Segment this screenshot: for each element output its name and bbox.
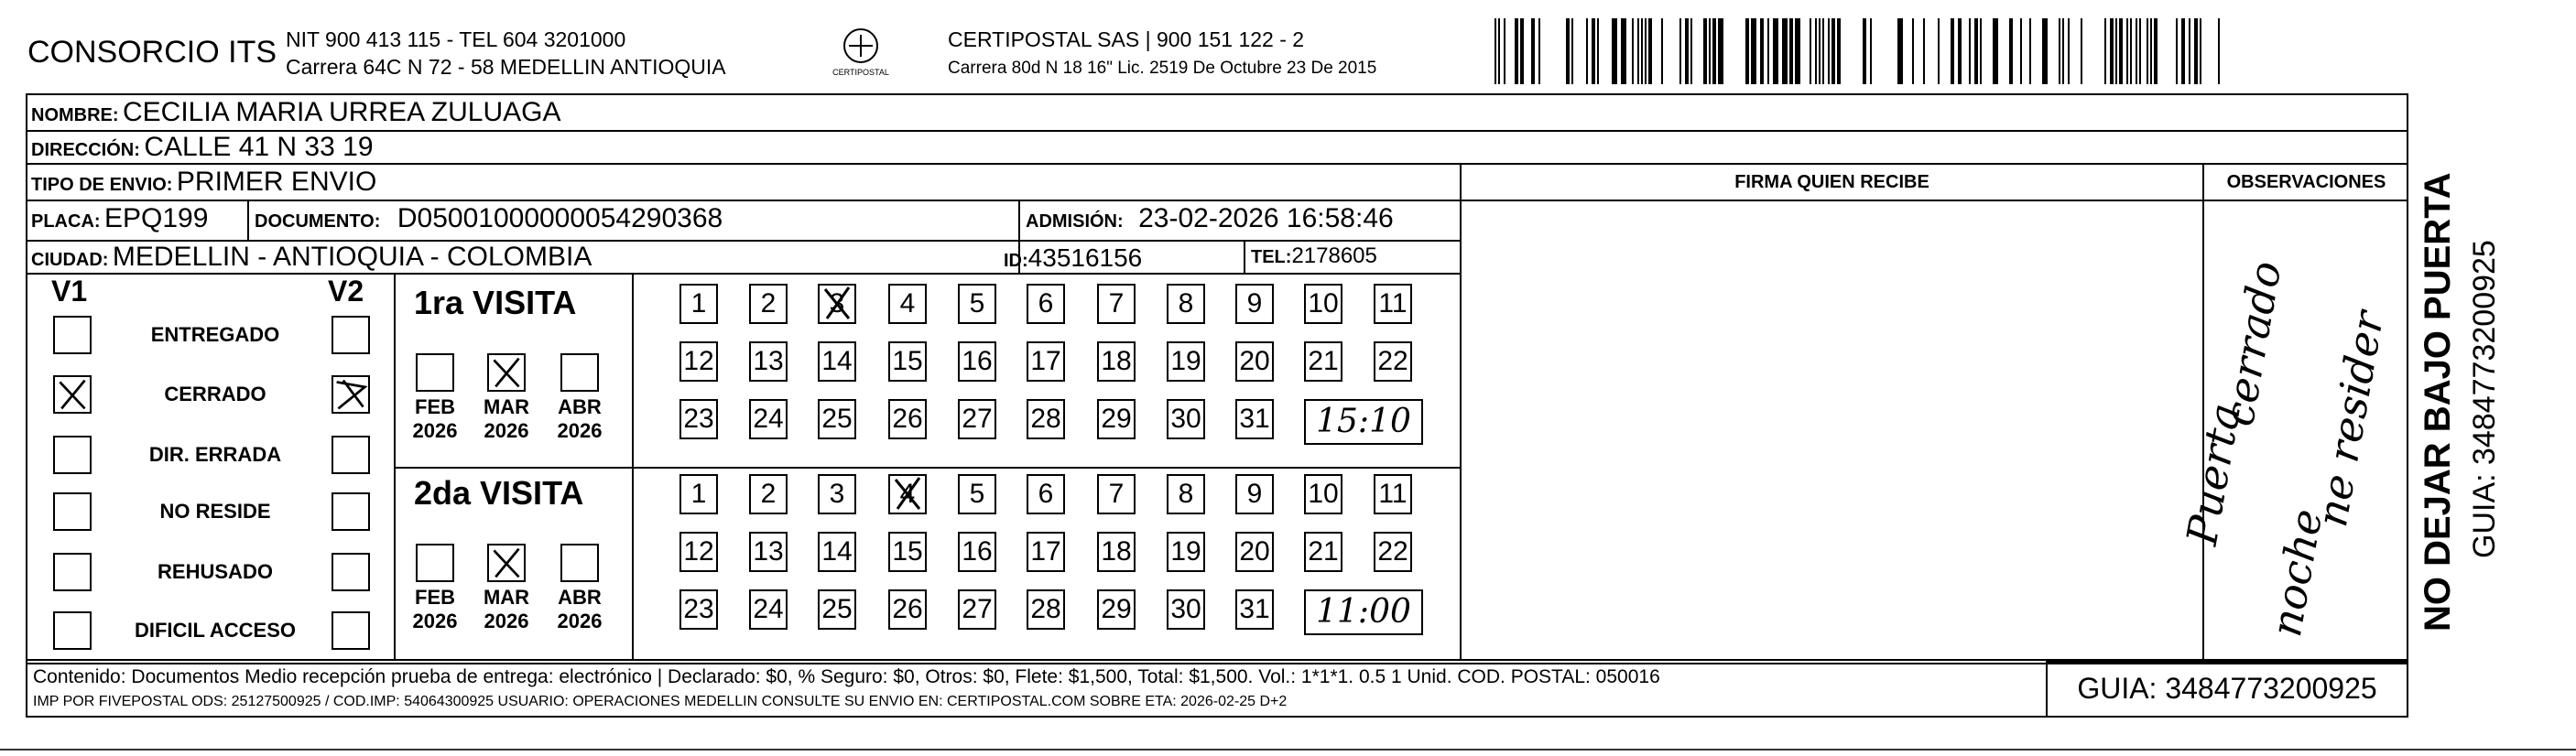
day-box[interactable]: 9 xyxy=(1235,474,1274,514)
month-checkbox[interactable] xyxy=(560,353,599,392)
status-label: ENTREGADO xyxy=(150,323,280,346)
observaciones-note-4: ne resider xyxy=(2307,307,2394,531)
v2-checkbox[interactable] xyxy=(332,436,370,474)
month-checkbox[interactable] xyxy=(416,544,454,582)
month-year: 2026 xyxy=(484,610,529,632)
month-year: 2026 xyxy=(412,610,458,632)
day-box[interactable]: 22 xyxy=(1374,532,1412,572)
day-box[interactable]: 20 xyxy=(1235,341,1274,382)
admision-label: ADMISIÓN: xyxy=(1026,211,1124,232)
v2-checkbox[interactable] xyxy=(332,492,370,531)
day-box[interactable]: 14 xyxy=(818,532,856,572)
admision-value: 23-02-2026 16:58:46 xyxy=(1138,203,1394,233)
day-box[interactable]: 24 xyxy=(749,399,788,439)
day-box[interactable]: 12 xyxy=(679,532,718,572)
month-checkbox[interactable] xyxy=(560,544,599,582)
day-box[interactable]: 10 xyxy=(1304,474,1342,514)
day-box[interactable]: 2 xyxy=(749,474,788,514)
day-box[interactable]: 26 xyxy=(888,399,927,439)
status-label: DIR. ERRADA xyxy=(148,443,282,466)
footer-guia: GUIA: 3484773200925 xyxy=(2077,672,2377,705)
direccion-value: CALLE 41 N 33 19 xyxy=(144,132,374,162)
day-box[interactable]: 24 xyxy=(749,589,788,630)
tipo-envio-value: PRIMER ENVIO xyxy=(176,167,377,197)
tel-value: 2178605 xyxy=(1291,243,1377,268)
day-box[interactable]: 30 xyxy=(1167,399,1205,439)
day-box[interactable]: 19 xyxy=(1167,532,1205,572)
day-box[interactable]: 31 xyxy=(1235,589,1274,630)
day-mark xyxy=(888,474,927,514)
tel-label: TEL: xyxy=(1251,247,1292,267)
day-box[interactable]: 30 xyxy=(1167,589,1205,630)
nombre-label: NOMBRE: xyxy=(31,105,119,125)
visit-time[interactable]: 11:00 xyxy=(1304,589,1423,635)
day-box[interactable]: 29 xyxy=(1097,399,1136,439)
courier-name: CERTIPOSTAL SAS | 900 151 122 - 2 xyxy=(948,27,1305,51)
firma-header: FIRMA QUIEN RECIBE xyxy=(1734,172,1929,192)
day-box[interactable]: 25 xyxy=(818,399,856,439)
v2-label: V2 xyxy=(328,275,364,308)
status-label: DIFICIL ACCESO xyxy=(134,619,296,642)
day-box[interactable]: 12 xyxy=(679,341,718,382)
footer-content: Contenido: Documentos Medio recepción prueba de entrega: electrónico | Declarado: $0, % Seguro: $0, Otros: $0, Flete: $1,500, Total: $1,500. Vol.: 1*1*1. 0.5 1 Unid. COD. POSTAL: 050016 xyxy=(33,666,1660,687)
placa-label: PLACA: xyxy=(31,211,101,232)
placa-value: EPQ199 xyxy=(104,203,209,233)
visit-time[interactable]: 15:10 xyxy=(1304,399,1423,445)
v1-checkbox[interactable] xyxy=(53,375,92,414)
day-box[interactable]: 20 xyxy=(1235,532,1274,572)
day-box[interactable]: 23 xyxy=(679,399,718,439)
day-box[interactable]: 13 xyxy=(749,341,788,382)
side-guia: GUIA: 3484773200925 xyxy=(2467,240,2502,558)
month-year: 2026 xyxy=(557,610,603,632)
barcode xyxy=(1495,18,2227,84)
observaciones-area[interactable] xyxy=(2177,201,2408,659)
courier-logo xyxy=(829,26,893,81)
day-box[interactable]: 26 xyxy=(888,589,927,630)
month-label: FEB xyxy=(415,395,455,418)
id-value: 43516156 xyxy=(1027,243,1143,272)
month-label: MAR xyxy=(483,395,530,418)
visit2-title: 2da VISITA xyxy=(414,474,584,512)
scan-edge xyxy=(0,749,2576,751)
month-checkbox[interactable] xyxy=(416,353,454,392)
month-label: ABR xyxy=(558,586,602,609)
day-box[interactable]: 1 xyxy=(679,284,718,324)
v1-checkbox[interactable] xyxy=(53,316,92,354)
observaciones-note-1: Puerta xyxy=(2177,399,2251,549)
tipo-envio-label: TIPO DE ENVIO: xyxy=(31,175,173,195)
day-box[interactable]: 11 xyxy=(1374,284,1412,324)
side-warning: NO DEJAR BAJO PUERTA xyxy=(2418,172,2458,632)
courier-address: Carrera 80d N 18 16" Lic. 2519 De Octubre 23 De 2015 xyxy=(948,59,1377,78)
day-box[interactable]: 23 xyxy=(679,589,718,630)
day-box[interactable]: 4 xyxy=(888,474,927,514)
svg-text:CERTIPOSTAL: CERTIPOSTAL xyxy=(832,68,889,77)
month-label: MAR xyxy=(483,586,530,609)
documento-value: D05001000000054290368 xyxy=(397,203,723,233)
day-box[interactable]: 18 xyxy=(1097,532,1136,572)
footer-print-info: IMP POR FIVEPOSTAL ODS: 25127500925 / COD.IMP: 54064300925 USUARIO: OPERACIONES MEDELLIN CONSULTE SU ENVIO EN: CERTIPOSTAL.COM SOBRE ETA: 2026-02-25 D+2 xyxy=(33,694,1288,709)
day-box[interactable]: 3 xyxy=(818,474,856,514)
status-label: CERRADO xyxy=(164,383,266,405)
day-box[interactable]: 7 xyxy=(1097,284,1136,324)
day-box[interactable]: 22 xyxy=(1374,341,1412,382)
day-box[interactable]: 27 xyxy=(958,589,996,630)
day-box[interactable]: 6 xyxy=(1027,474,1065,514)
day-box[interactable]: 21 xyxy=(1304,532,1342,572)
day-box[interactable]: 15 xyxy=(888,341,927,382)
day-box[interactable]: 16 xyxy=(958,341,996,382)
day-box[interactable]: 8 xyxy=(1167,474,1205,514)
v2-checkbox[interactable] xyxy=(332,316,370,354)
day-box[interactable]: 28 xyxy=(1027,399,1065,439)
day-box[interactable]: 3 xyxy=(818,284,856,324)
day-box[interactable]: 18 xyxy=(1097,341,1136,382)
day-box[interactable]: 28 xyxy=(1027,589,1065,630)
day-box[interactable]: 5 xyxy=(958,284,996,324)
month-label: ABR xyxy=(558,395,602,418)
observaciones-note-3: noche xyxy=(2261,505,2332,641)
nombre-value: CECILIA MARIA URREA ZULUAGA xyxy=(123,97,561,127)
observaciones-note-2: cerrado xyxy=(2213,257,2291,430)
v1-checkbox[interactable] xyxy=(53,553,92,591)
day-box[interactable]: 16 xyxy=(958,532,996,572)
day-box[interactable]: 8 xyxy=(1167,284,1205,324)
v1-label: V1 xyxy=(51,275,88,308)
v2-checkbox[interactable] xyxy=(332,375,370,414)
status-label: REHUSADO xyxy=(158,560,273,583)
company-address: Carrera 64C N 72 - 58 MEDELLIN ANTIOQUIA xyxy=(286,55,726,79)
month-label: FEB xyxy=(415,586,455,609)
v1-checkbox[interactable] xyxy=(53,436,92,474)
day-box[interactable]: 27 xyxy=(958,399,996,439)
day-box[interactable]: 13 xyxy=(749,532,788,572)
day-box[interactable]: 5 xyxy=(958,474,996,514)
day-box[interactable]: 21 xyxy=(1304,341,1342,382)
day-box[interactable]: 6 xyxy=(1027,284,1065,324)
documento-label: DOCUMENTO: xyxy=(255,211,381,232)
day-box[interactable]: 15 xyxy=(888,532,927,572)
day-box[interactable]: 17 xyxy=(1027,532,1065,572)
company-nit: NIT 900 413 115 - TEL 604 3201000 xyxy=(286,27,626,51)
v1-checkbox[interactable] xyxy=(53,611,92,650)
day-box[interactable]: 31 xyxy=(1235,399,1274,439)
visit1-title: 1ra VISITA xyxy=(414,284,577,321)
day-box[interactable]: 25 xyxy=(818,589,856,630)
month-year: 2026 xyxy=(484,419,529,442)
day-box[interactable]: 29 xyxy=(1097,589,1136,630)
day-box[interactable]: 1 xyxy=(679,474,718,514)
company-name: CONSORCIO ITS xyxy=(27,35,277,70)
day-box[interactable]: 9 xyxy=(1235,284,1274,324)
ciudad-label: CIUDAD: xyxy=(31,250,109,270)
month-year: 2026 xyxy=(412,419,458,442)
day-box[interactable]: 14 xyxy=(818,341,856,382)
observaciones-header: OBSERVACIONES xyxy=(2226,172,2386,192)
month-year: 2026 xyxy=(557,419,603,442)
month-checkbox[interactable] xyxy=(487,544,526,582)
day-box[interactable]: 10 xyxy=(1304,284,1342,324)
day-box[interactable]: 4 xyxy=(888,284,927,324)
day-box[interactable]: 11 xyxy=(1374,474,1412,514)
month-checkbox[interactable] xyxy=(487,353,526,392)
v1-checkbox[interactable] xyxy=(53,492,92,531)
ciudad-value: MEDELLIN - ANTIOQUIA - COLOMBIA xyxy=(112,242,592,272)
id-label: ID: xyxy=(1004,251,1028,271)
status-label: NO RESIDE xyxy=(159,500,271,523)
v2-checkbox[interactable] xyxy=(332,553,370,591)
v2-checkbox[interactable] xyxy=(332,611,370,650)
day-box[interactable]: 19 xyxy=(1167,341,1205,382)
day-box[interactable]: 7 xyxy=(1097,474,1136,514)
day-box[interactable]: 17 xyxy=(1027,341,1065,382)
signature-area[interactable] xyxy=(1462,201,2202,659)
day-box[interactable]: 2 xyxy=(749,284,788,324)
day-mark xyxy=(818,284,856,324)
direccion-label: DIRECCIÓN: xyxy=(31,140,140,160)
